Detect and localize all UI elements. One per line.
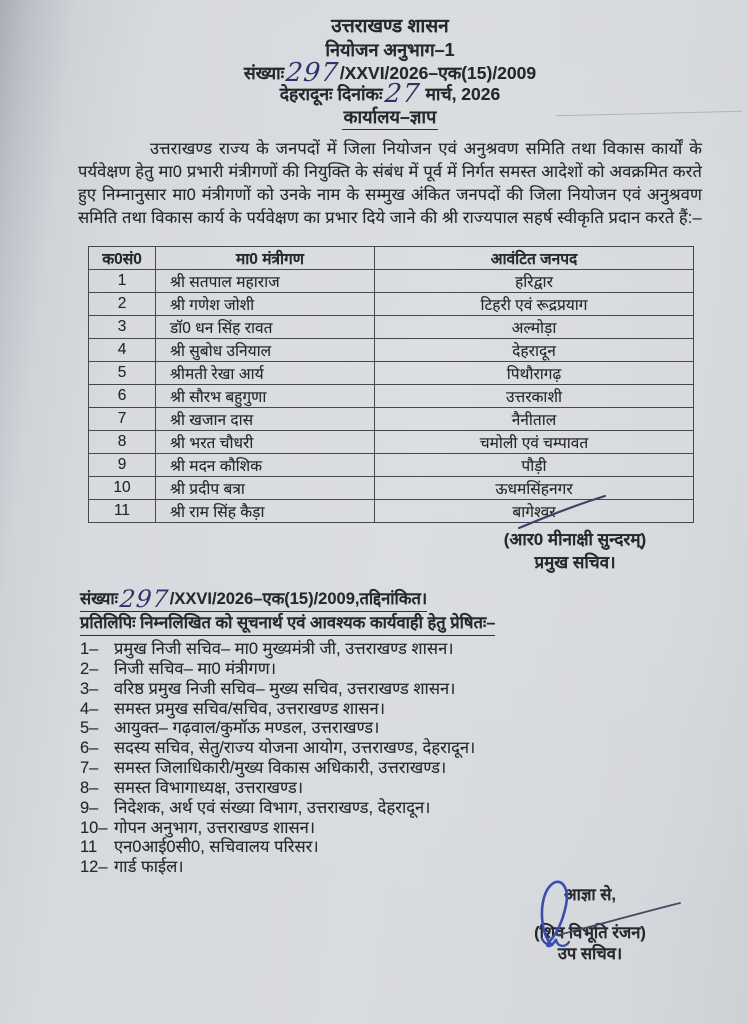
table-header-row (89, 247, 694, 270)
body-paragraph: उत्तराखण्ड राज्य के जनपदों में जिला नियोजन एवं अनुश्रवण समिति तथा विकास कार्यों के पर्यवेक्षण हेतु मा0 प्रभारी मंत्रीगणों की नियुक्ति के संबंध में पूर्व में निर्गत समस्त आदेशों को अवक्रमित करते हुए निम्नानुसार मा0 मंत्रीगणों को उनके नाम के सम्मुख अंकित जनपदों की जिला नियोजन एवं अनुश्रवण समिति तथा विकास कार्य के पर्यवेक्षण का प्रभार दिये जाने की श्री राज्यपाल सहर्ष स्वीकृति प्रदान करते हैं:– (78, 140, 702, 227)
cell-minister: डॉ0 धन सिंह रावत (156, 316, 375, 339)
cell-minister: श्री सौरभ बहुगुणा (156, 385, 375, 408)
list-item: 2– निजी सचिव– मा0 मंत्रीगण। (80, 659, 276, 678)
col-header-sno: क0सं0 (89, 247, 156, 270)
list-item: 6– सदस्य सचिव, सेतु/राज्य योजना आयोग, उत्तराखण्ड, देहरादून। (80, 739, 476, 758)
copy-to-list (80, 640, 720, 878)
letter-number-prefix: संख्याः (243, 62, 285, 83)
signatory-name: (शिव विभूति रंजन) (534, 924, 646, 942)
col-header-minister: मा0 मंत्रीगण (156, 247, 375, 270)
signatory-title: उप सचिव। (557, 945, 623, 963)
table-row (89, 339, 694, 362)
list-item: 10– गोपन अनुभाग, उत्तराखण्ड शासन। (80, 818, 316, 837)
cell-sno: 4 (89, 339, 156, 362)
signature-block-deputy-secretary (478, 885, 702, 964)
cell-minister: श्री भरत चौधरी (156, 431, 375, 454)
place-date-line: देहरादूनः दिनांकः27 मार्च, 2026 (279, 79, 501, 110)
cell-district: उत्तरकाशी (375, 385, 694, 408)
cell-sno: 3 (89, 316, 156, 339)
cell-district: बागेश्वर (375, 500, 694, 523)
by-order-text: आज्ञा से, (563, 886, 617, 904)
copy-to-heading: प्रतिलिपिः निम्नलिखित को सूचनार्थ एवं आवश्यक कार्यवाही हेतु प्रेषितः– (80, 612, 720, 640)
cell-minister: श्री गणेश जोशी (156, 293, 375, 316)
cell-sno: 1 (89, 270, 156, 293)
cell-district: हरिद्वार (375, 270, 694, 293)
cell-minister: श्री सतपाल महाराज (156, 270, 375, 293)
cell-minister: श्री खजान दास (156, 408, 375, 431)
table-row (89, 454, 694, 477)
place-date-prefix: देहरादूनः दिनांकः (279, 84, 383, 105)
table-row (89, 431, 694, 454)
cell-sno: 2 (89, 293, 156, 316)
signatory-name: (आर0 मीनाक्षी सुन्दरम्) (503, 530, 647, 549)
cell-district: नैनीताल (375, 408, 694, 431)
cell-minister: श्री प्रदीप बत्रा (156, 477, 375, 500)
table-row (89, 293, 694, 316)
cell-district: ऊधमसिंहनगर (375, 477, 694, 500)
signature-block-principal-secretary (455, 528, 695, 574)
list-item: 5– आयुक्त– गढ़वाल/कुमॉऊ मण्डल, उत्तराखण्ड। (80, 719, 380, 738)
pen-stroke-signature (517, 494, 609, 532)
list-item: 7– समस्त जिलाधिकारी/मुख्य विकास अधिकारी, उत्तराखण्ड। (80, 759, 447, 778)
ref-prefix: संख्याः (80, 590, 118, 608)
cell-district: देहरादून (375, 339, 694, 362)
cell-district: टिहरी एवं रूद्रप्रयाग (375, 293, 694, 316)
table-row (89, 316, 694, 339)
cell-district: पिथौरागढ़ (375, 362, 694, 385)
cell-minister: श्री सुबोध उनियाल (156, 339, 375, 362)
list-item: 3– वरिष्ठ प्रमुख निजी सचिव– मुख्य सचिव, उत्तराखण्ड शासन। (80, 679, 456, 698)
col-header-district: आवंटित जनपद (375, 247, 694, 270)
signatory-title: प्रमुख सचिव। (534, 553, 616, 572)
cell-minister: श्री राम सिंह कैड़ा (156, 500, 375, 523)
section-title: नियोजन अनुभाग–1 (325, 40, 455, 61)
ref-rest: /XXVI/2026–एक(15)/2009,तद्दिनांकित। (169, 590, 428, 608)
cell-sno: 10 (89, 477, 156, 500)
table-row (89, 385, 694, 408)
distribution-section (80, 585, 720, 878)
date-rest: मार्च, 2026 (425, 84, 501, 105)
cell-sno: 6 (89, 385, 156, 408)
table-row (89, 362, 694, 385)
cell-sno: 7 (89, 408, 156, 431)
letterhead (60, 16, 720, 130)
cell-sno: 11 (89, 500, 156, 523)
list-item: 8– समस्त विभागाध्यक्ष, उत्तराखण्ड। (80, 778, 303, 797)
memo-type-heading: कार्यालय–ज्ञाप (342, 107, 439, 130)
list-item: 1– प्रमुख निजी सचिव– मा0 मुख्यमंत्री जी, उत्तराखण्ड शासन। (80, 640, 454, 658)
reference-number-line: संख्याः297/XXVI/2026–एक(15)/2009,तद्दिनांकित। (80, 585, 428, 613)
ministers-table (88, 246, 694, 523)
list-item: 9– निदेशक, अर्थ एवं संख्या विभाग, उत्तराखण्ड, देहरादून। (80, 798, 431, 817)
cell-district: पौड़ी (375, 454, 694, 477)
list-item: 4– समस्त प्रमुख सचिव/सचिव, उत्तराखण्ड शासन। (80, 699, 385, 718)
table-row (89, 270, 694, 293)
cell-sno: 5 (89, 362, 156, 385)
cell-sno: 9 (89, 454, 156, 477)
list-item: 11 एन0आई0सी0, सचिवालय परिसर। (80, 838, 319, 857)
cell-district: अल्मोड़ा (375, 316, 694, 339)
table-row (89, 408, 694, 431)
cell-district: चमोली एवं चम्पावत (375, 431, 694, 454)
letter-number-line: संख्याः297/XXVI/2026–एक(15)/2009 (243, 57, 537, 88)
cell-minister: श्रीमती रेखा आर्य (156, 362, 375, 385)
letter-number-rest: /XXVI/2026–एक(15)/2009 (339, 62, 537, 83)
cell-minister: श्री मदन कौशिक (156, 454, 375, 477)
cell-sno: 8 (89, 431, 156, 454)
org-title: उत्तराखण्ड शासन (331, 16, 449, 37)
list-item: 12– गार्ड फाईल। (80, 858, 184, 877)
